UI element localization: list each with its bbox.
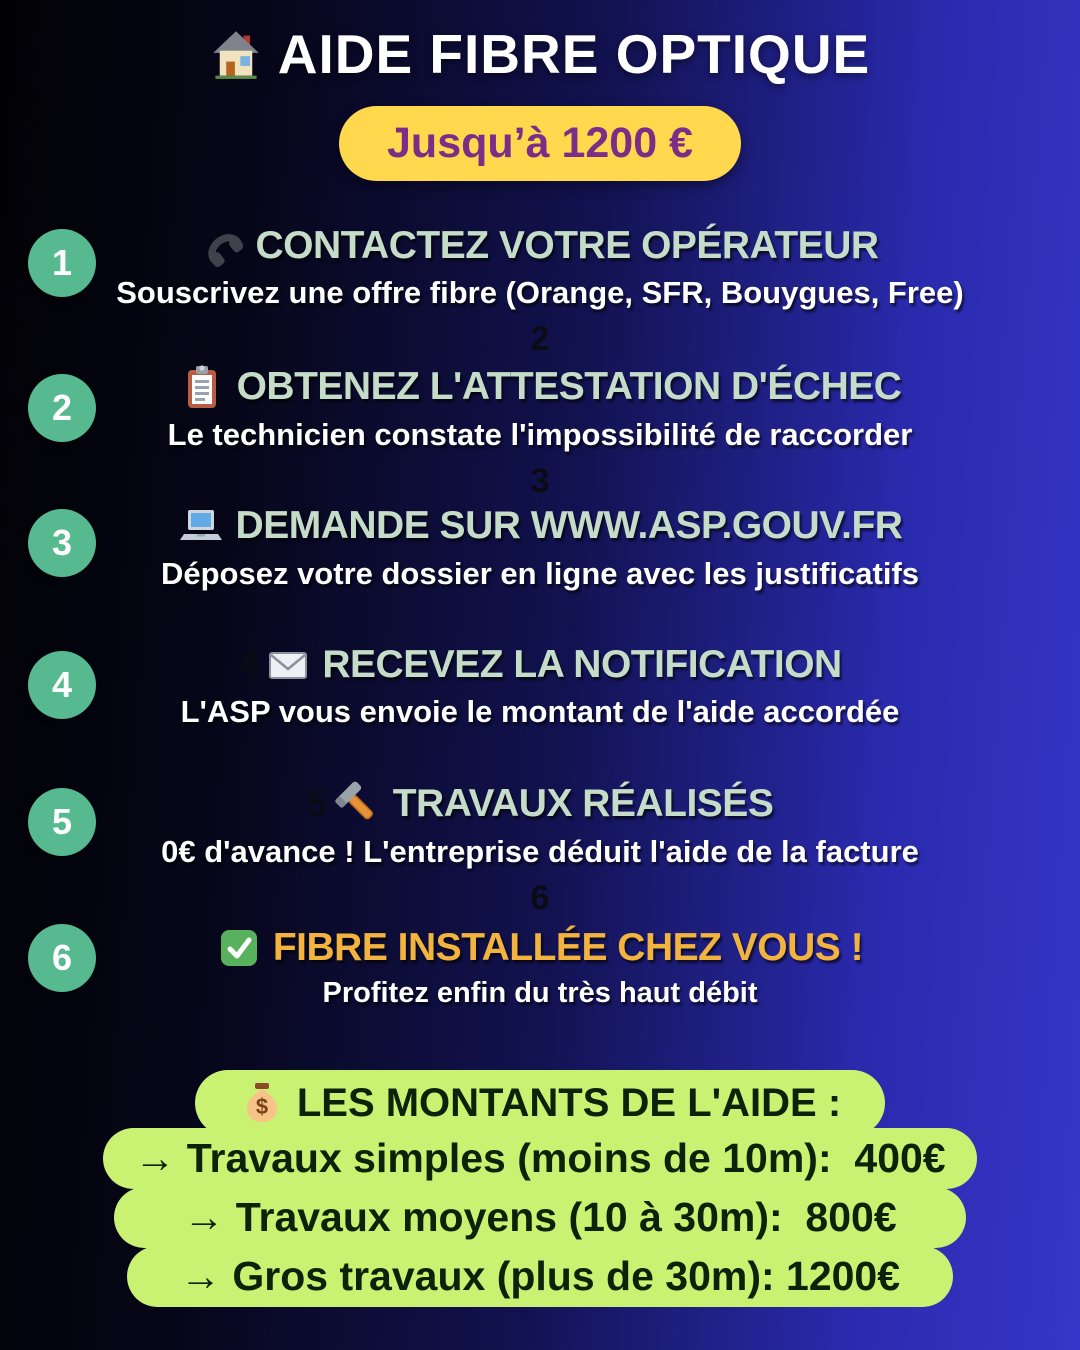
phone-icon — [201, 225, 243, 267]
step-number-badge: 5 — [28, 788, 96, 856]
step-heading: DEMANDE SUR WWW.ASP.GOUV.FR — [235, 504, 903, 547]
step-2 — [0, 364, 1080, 501]
step-heading: OBTENEZ L'ATTESTATION D'ÉCHEC — [236, 365, 902, 408]
step-number-badge: 6 — [28, 924, 96, 992]
step-heading: CONTACTEZ VOTRE OPÉRATEUR — [255, 224, 879, 267]
step-3 — [0, 503, 1080, 592]
step-4-heading-row — [0, 643, 1080, 687]
stray-number: 6 — [530, 879, 550, 917]
check-icon — [217, 926, 261, 970]
step-2-heading-row — [0, 364, 1080, 410]
step-4 — [0, 643, 1080, 730]
amounts-heading-row — [195, 1070, 885, 1136]
step-1-heading-row — [0, 224, 1080, 268]
step-subtext: Souscrivez une offre fibre (Orange, SFR, Bouygues, Free) — [116, 275, 964, 310]
step-heading: RECEVEZ LA NOTIFICATION — [322, 643, 842, 686]
amounts-box — [0, 1070, 1080, 1307]
step-subtext: 0€ d'avance ! L'entreprise déduit l'aide de la facture — [161, 834, 919, 869]
amount-badge: Jusqu’à 1200 € — [339, 106, 741, 181]
step-5-heading-row — [0, 781, 1080, 827]
amount-line-text: → Travaux moyens (10 à 30m): 800€ — [183, 1194, 897, 1240]
step-number-badge: 2 — [28, 374, 96, 442]
amounts-heading: LES MONTANTS DE L'AIDE : — [296, 1080, 842, 1125]
step-5 — [0, 781, 1080, 918]
step-6-heading-row — [0, 926, 1080, 970]
step-6 — [0, 926, 1080, 1010]
amount-line-text: → Gros travaux (plus de 30m): 1200€ — [179, 1253, 901, 1299]
step-heading: FIBRE INSTALLÉE CHEZ VOUS ! — [272, 926, 864, 969]
clipboard-icon — [179, 364, 225, 410]
amount-line — [127, 1246, 953, 1307]
hammer-icon — [335, 781, 381, 827]
amount-line — [103, 1128, 977, 1189]
envelope-icon — [266, 643, 310, 687]
step-subtext: Déposez votre dossier en ligne avec les justificatifs — [160, 556, 920, 591]
laptop-icon — [178, 503, 224, 549]
step-number-badge: 1 — [28, 229, 96, 297]
step-heading: TRAVAUX RÉALISÉS — [392, 782, 774, 825]
step-1 — [0, 224, 1080, 359]
step-subtext: Profitez enfin du très haut débit — [322, 977, 758, 1009]
stray-number: 5 — [306, 783, 327, 824]
stray-number: 3 — [530, 462, 550, 500]
svg-text:$: $ — [255, 1094, 268, 1119]
page-title: AIDE FIBRE OPTIQUE — [277, 23, 871, 85]
step-subtext: Le technicien constate l'impossibilité de raccorder — [167, 417, 913, 452]
stray-number: 2 — [530, 320, 550, 358]
amount-line — [114, 1187, 966, 1248]
step-number-badge: 3 — [28, 509, 96, 577]
badge-row — [0, 106, 1080, 181]
step-number-badge: 4 — [28, 651, 96, 719]
moneybag-icon — [239, 1080, 285, 1126]
stray-number: 4 — [238, 644, 259, 685]
house-icon — [210, 28, 262, 80]
step-subtext: L'ASP vous envoie le montant de l'aide accordée — [180, 694, 900, 729]
header — [0, 22, 1080, 86]
step-3-heading-row — [0, 503, 1080, 549]
amount-line-text: → Travaux simples (moins de 10m): 400€ — [134, 1135, 946, 1181]
